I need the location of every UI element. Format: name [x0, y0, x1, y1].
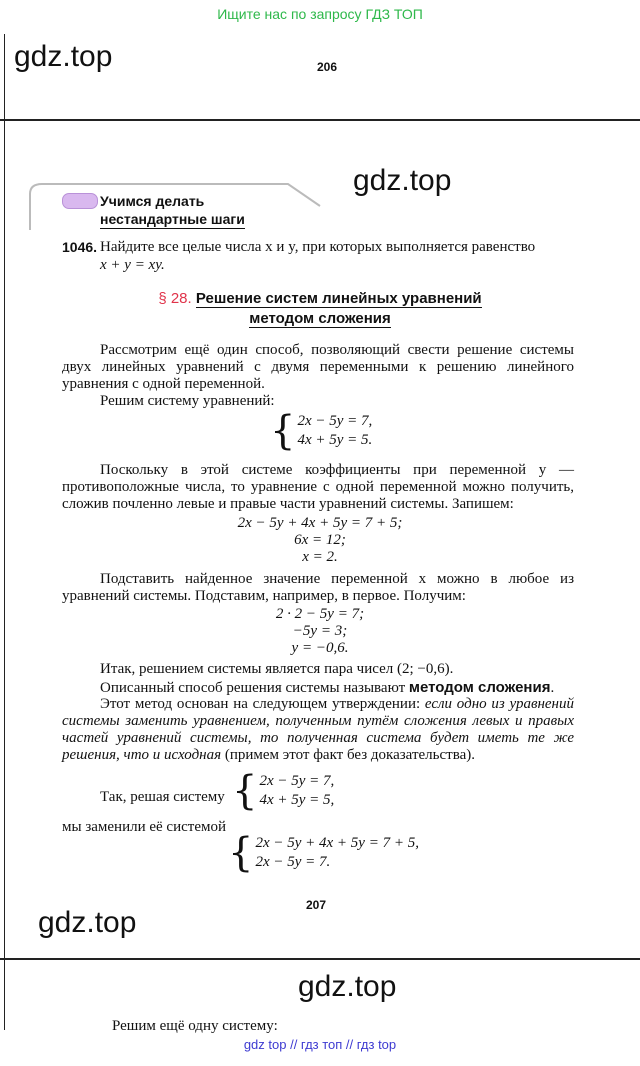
paragraph: Решим ещё одну систему:: [112, 1018, 278, 1034]
heading-line2: методом сложения: [249, 310, 391, 327]
para-text: .: [550, 680, 555, 696]
page-divider: [0, 119, 640, 121]
system-line: 2x − 5y + 4x + 5y = 7 + 5,: [255, 835, 419, 851]
page-number-207: 207: [306, 898, 327, 912]
calc-line: y = −0,6.: [291, 640, 349, 656]
section-box-marker: [62, 193, 98, 209]
section-box-line1: Учимся делать: [100, 193, 205, 209]
left-margin-line: [4, 960, 5, 1030]
paragraph: Поскольку в этой системе коэффициенты при переменной y — противоположные числа, то уравнение с одной переменной можно получить, сложив почленно левые и правые части уравнений системы. Запишем:: [62, 462, 574, 512]
watermark: gdz.top: [38, 906, 137, 939]
section-heading: [100, 289, 540, 329]
paragraph: Так, решая систему: [100, 789, 225, 805]
system-line: 4x + 5y = 5,: [259, 792, 335, 808]
exercise-equation: x + y = xy.: [100, 257, 165, 273]
calc-line: 2x − 5y + 4x + 5y = 7 + 5;: [237, 515, 403, 531]
watermark: gdz.top: [14, 40, 113, 73]
section-number: § 28.: [158, 290, 192, 307]
calc-line: 2 · 2 − 5y = 7;: [275, 606, 365, 622]
watermark: gdz.top: [298, 970, 397, 1003]
system-line: 2x − 5y = 7,: [297, 413, 373, 429]
calc-line: −5y = 3;: [292, 623, 348, 639]
system-line: 2x − 5y = 7.: [255, 854, 331, 870]
calculation-1: [160, 515, 480, 566]
page-number-206: 206: [317, 60, 338, 74]
paragraph: [62, 696, 574, 764]
paragraph: Решим систему уравнений:: [100, 393, 275, 409]
watermark: gdz.top: [353, 164, 452, 197]
term-bold: методом сложения: [408, 679, 551, 696]
statement-italic: если одно из уравнений системы заменить уравнением, полученным путём сложения левых и правых частей уравнений системы, то полученная система будет иметь те же решения, что и исходная: [62, 696, 574, 763]
paragraph: Рассмотрим ещё один способ, позволяющий свести решение системы двух линейных уравнений с двумя переменными к решению линейного уравнения с одной переменной.: [62, 342, 574, 392]
paragraph: мы заменили её системой: [62, 819, 227, 835]
top-banner[interactable]: Ищите нас по запросу ГДЗ ТОП: [217, 6, 423, 22]
equation-system-1: [270, 408, 373, 454]
section-box-line2: нестандартные шаги: [100, 211, 245, 227]
calc-line: x = 2.: [302, 549, 338, 565]
brace-icon: {: [270, 408, 296, 454]
equation-system-3: [228, 830, 419, 876]
calc-line: 6x = 12;: [294, 532, 346, 548]
paragraph: [100, 679, 554, 697]
section-box-title: [100, 192, 245, 229]
brace-icon: {: [232, 768, 258, 814]
paragraph: Итак, решением системы является пара чисел (2; −0,6).: [100, 661, 454, 677]
para-text: (примем этот факт без доказательства).: [221, 747, 475, 763]
exercise-text: Найдите все целые числа x и y, при которых выполняется равенство: [100, 239, 536, 255]
system-line: 4x + 5y = 5.: [297, 432, 373, 448]
left-margin-line: [4, 121, 5, 959]
para-text: Этот метод основан на следующем утверждении:: [100, 696, 425, 712]
exercise-number: 1046.: [62, 239, 98, 255]
page-divider: [0, 958, 640, 960]
system-line: 2x − 5y = 7,: [259, 773, 335, 789]
calculation-2: [160, 606, 480, 657]
paragraph: Подставить найденное значение переменной x можно в любое из уравнений системы. Подставим, например, в первое. Получим:: [62, 571, 574, 604]
left-margin-line: [4, 34, 5, 120]
footer-links[interactable]: gdz top // гдз топ // гдз top: [243, 1037, 397, 1052]
para-text: Описанный способ решения системы называют: [100, 680, 409, 696]
brace-icon: {: [228, 830, 254, 876]
equation-system-2: [232, 768, 335, 814]
heading-line1: Решение систем линейных уравнений: [195, 290, 482, 307]
